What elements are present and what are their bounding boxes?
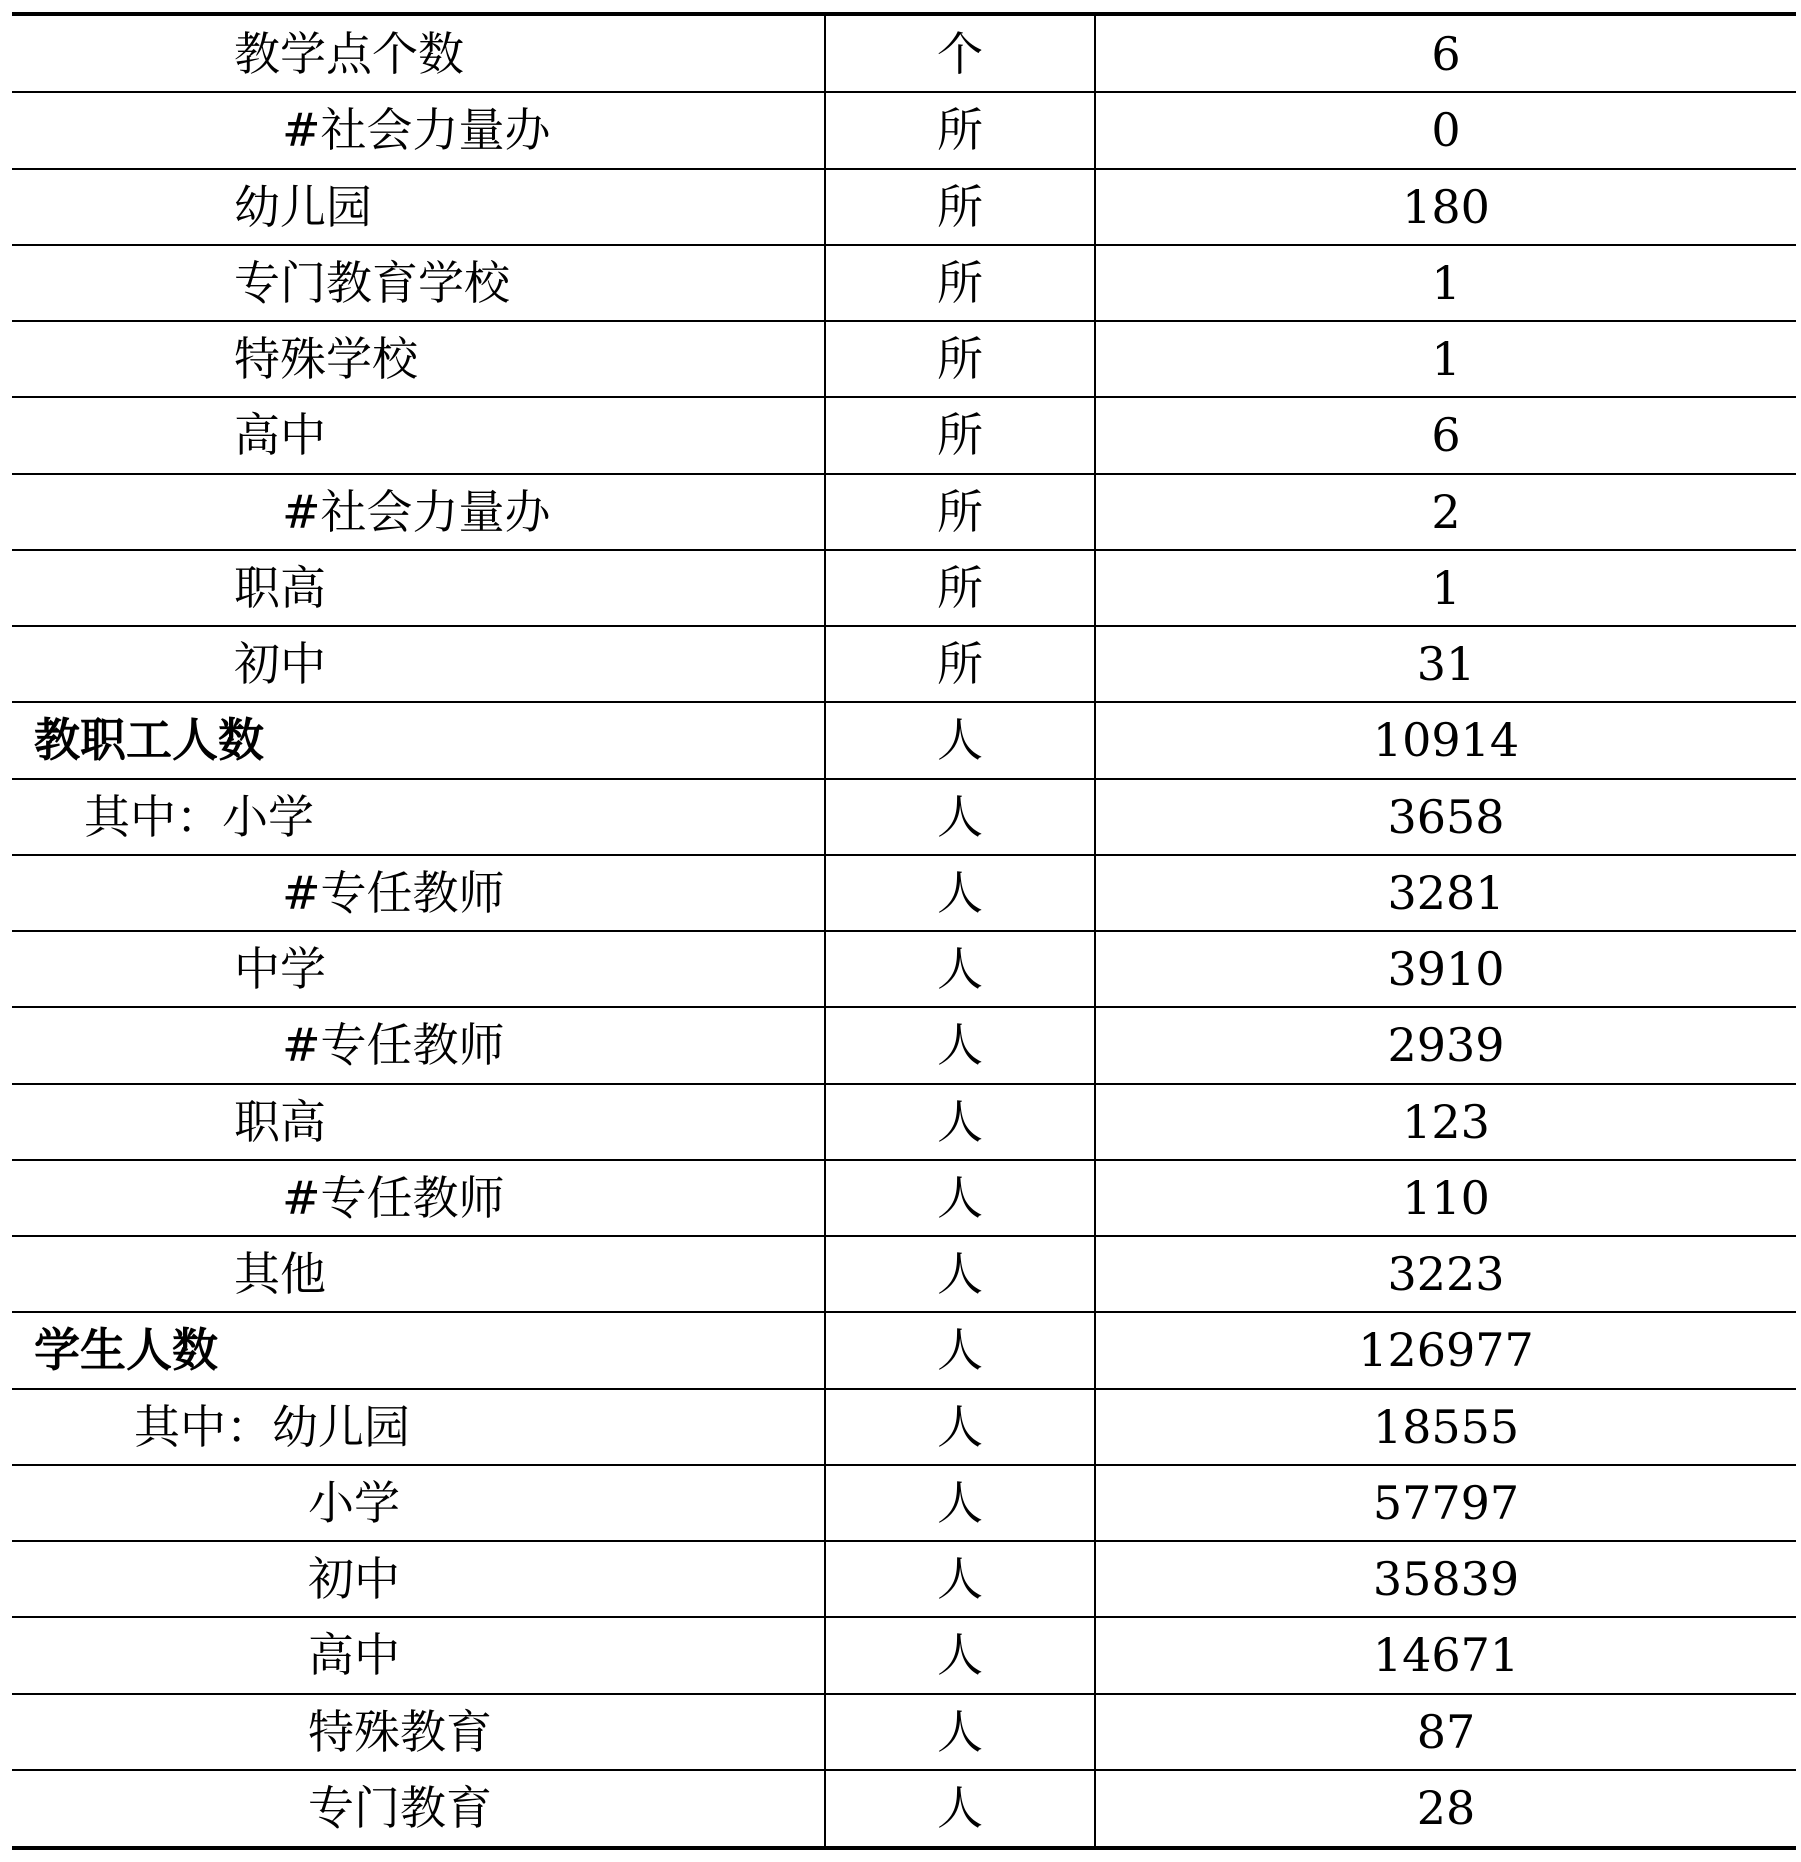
row-unit: 所 (825, 397, 1095, 473)
table-row (12, 550, 1796, 626)
statistics-table (12, 16, 1796, 1846)
row-value: 18555 (1095, 1389, 1796, 1465)
row-unit: 人 (825, 1312, 1095, 1388)
row-unit: 人 (825, 1084, 1095, 1160)
row-value: 35839 (1095, 1541, 1796, 1617)
row-name: 幼儿园 (12, 169, 825, 245)
table-row (12, 1541, 1796, 1617)
row-value: 3910 (1095, 931, 1796, 1007)
row-name: 初中 (12, 1541, 825, 1617)
row-unit: 人 (825, 702, 1095, 778)
row-value: 1 (1095, 550, 1796, 626)
table-row (12, 321, 1796, 397)
table-row (12, 1160, 1796, 1236)
table-row (12, 1770, 1796, 1846)
row-name: 特殊教育 (12, 1694, 825, 1770)
row-value: 110 (1095, 1160, 1796, 1236)
row-unit: 人 (825, 1160, 1095, 1236)
row-unit: 所 (825, 321, 1095, 397)
row-value: 3281 (1095, 855, 1796, 931)
row-name: 小学 (12, 1465, 825, 1541)
table-row (12, 626, 1796, 702)
table-row (12, 92, 1796, 168)
row-value: 57797 (1095, 1465, 1796, 1541)
row-unit: 所 (825, 474, 1095, 550)
row-name: 专门教育 (12, 1770, 825, 1846)
row-value: 2 (1095, 474, 1796, 550)
row-unit: 人 (825, 779, 1095, 855)
row-name: 其中：幼儿园 (12, 1389, 825, 1465)
table-row (12, 1084, 1796, 1160)
row-value: 6 (1095, 397, 1796, 473)
table-row (12, 1236, 1796, 1312)
row-unit: 人 (825, 855, 1095, 931)
row-unit: 所 (825, 92, 1095, 168)
row-value: 1 (1095, 245, 1796, 321)
row-name: 特殊学校 (12, 321, 825, 397)
row-unit: 人 (825, 1389, 1095, 1465)
table-row (12, 474, 1796, 550)
row-unit: 人 (825, 1236, 1095, 1312)
row-value: 28 (1095, 1770, 1796, 1846)
row-name: 专门教育学校 (12, 245, 825, 321)
row-name: #社会力量办 (12, 474, 825, 550)
row-name: #专任教师 (12, 1007, 825, 1083)
row-value: 6 (1431, 26, 1461, 81)
statistics-table-container (12, 12, 1796, 1850)
row-unit: 所 (825, 245, 1095, 321)
row-unit: 所 (825, 626, 1095, 702)
row-value: 3658 (1095, 779, 1796, 855)
row-unit: 人 (825, 1617, 1095, 1693)
row-value: 31 (1095, 626, 1796, 702)
row-name: 职高 (12, 550, 825, 626)
row-name: 高中 (12, 397, 825, 473)
table-row (12, 1465, 1796, 1541)
table-row (12, 245, 1796, 321)
row-name: 其他 (12, 1236, 825, 1312)
row-value: 0 (1095, 92, 1796, 168)
table-row (12, 397, 1796, 473)
row-value: 14671 (1095, 1617, 1796, 1693)
row-value: 2939 (1095, 1007, 1796, 1083)
row-value: 3223 (1095, 1236, 1796, 1312)
row-value: 1 (1095, 321, 1796, 397)
row-value: 180 (1095, 169, 1796, 245)
table-row-section-header (12, 1312, 1796, 1388)
row-value: 87 (1095, 1694, 1796, 1770)
row-unit: 所 (825, 550, 1095, 626)
row-value: 10914 (1095, 702, 1796, 778)
row-name: 高中 (12, 1617, 825, 1693)
table-row (12, 16, 1796, 92)
table-row-section-header (12, 702, 1796, 778)
table-row (12, 779, 1796, 855)
row-unit: 个 (825, 16, 1095, 92)
row-name: #专任教师 (12, 855, 825, 931)
table-body (12, 16, 1796, 1846)
table-row (12, 931, 1796, 1007)
row-name: #专任教师 (12, 1160, 825, 1236)
row-unit: 人 (825, 1770, 1095, 1846)
table-row (12, 1389, 1796, 1465)
row-unit: 人 (825, 1465, 1095, 1541)
table-row (12, 1007, 1796, 1083)
row-name: 其中：小学 (12, 779, 825, 855)
row-name: #社会力量办 (12, 92, 825, 168)
row-unit: 人 (825, 1694, 1095, 1770)
row-name: 中学 (12, 931, 825, 1007)
row-name: 初中 (12, 626, 825, 702)
row-value: 126977 (1095, 1312, 1796, 1388)
row-unit: 人 (825, 931, 1095, 1007)
table-row (12, 169, 1796, 245)
section-title-students: 学生人数 (12, 1312, 825, 1388)
table-row (12, 1617, 1796, 1693)
row-name: 教学点个数 (234, 26, 464, 81)
table-row (12, 855, 1796, 931)
table-row (12, 1694, 1796, 1770)
row-value: 123 (1095, 1084, 1796, 1160)
row-unit: 所 (825, 169, 1095, 245)
row-name: 职高 (12, 1084, 825, 1160)
section-title-staff: 教职工人数 (12, 702, 825, 778)
row-unit: 人 (825, 1541, 1095, 1617)
row-unit: 人 (825, 1007, 1095, 1083)
